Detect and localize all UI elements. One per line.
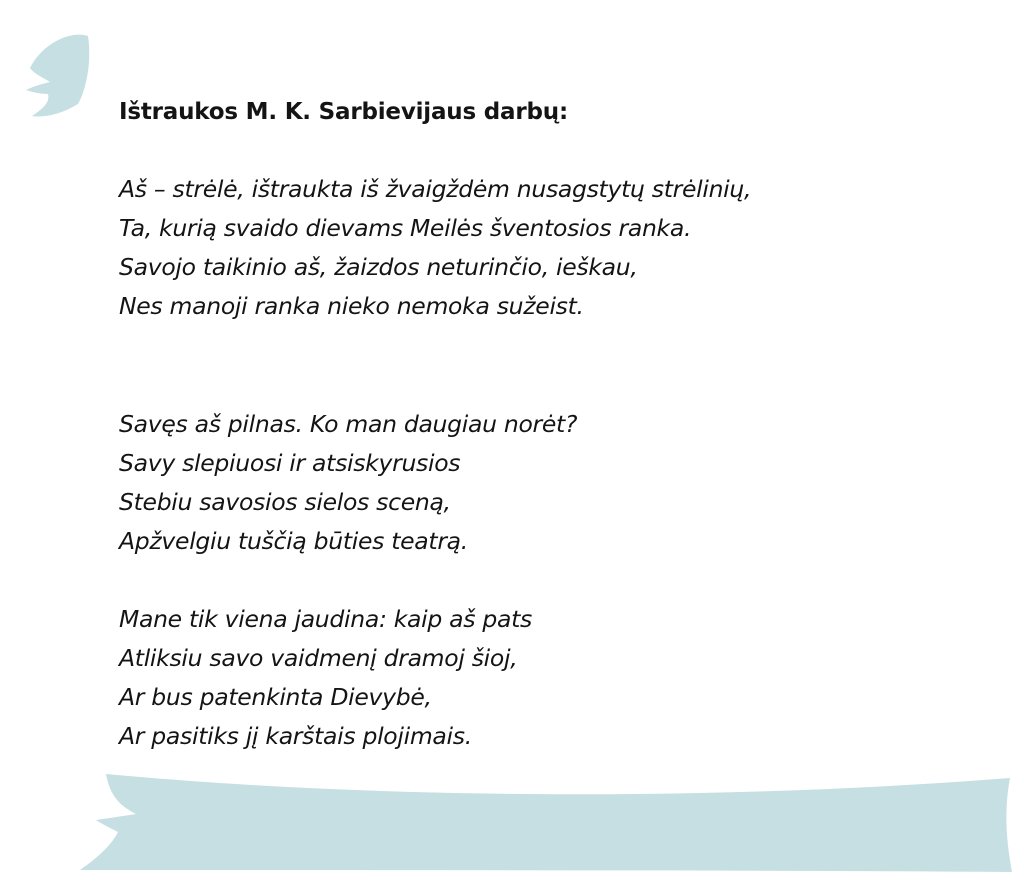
poem-stanza-2 (119, 405, 577, 561)
decorative-blob-top-left (22, 32, 94, 122)
poem-line: Stebiu savosios sielos sceną, (119, 488, 451, 516)
poem-line: Ar bus patenkinta Dievybė, (119, 683, 432, 711)
poem-line: Aš – strėlė, ištraukta iš žvaigždėm nusagstytų strėlinių, (119, 175, 752, 203)
poem-line: Savojo taikinio aš, žaizdos neturinčio, ieškau, (119, 253, 638, 281)
poem-line: Ar pasitiks jį karštais plojimais. (119, 722, 472, 750)
poem-stanza-3 (119, 600, 532, 756)
document-heading: Ištraukos M. K. Sarbievijaus darbų: (119, 99, 568, 125)
decorative-banner-bottom (78, 770, 1014, 880)
poem-line: Mane tik viena jaudina: kaip aš pats (119, 605, 532, 633)
poem-line: Savy slepiuosi ir atsiskyrusios (119, 449, 461, 477)
poem-stanza-1 (119, 170, 751, 326)
poem-line: Apžvelgiu tuščią būties teatrą. (119, 527, 468, 555)
poem-line: Nes manoji ranka nieko nemoka sužeist. (119, 292, 584, 320)
poem-line: Savęs aš pilnas. Ko man daugiau norėt? (119, 410, 578, 438)
poem-line: Atliksiu savo vaidmenį dramoj šioj, (119, 644, 518, 672)
poem-line: Ta, kurią svaido dievams Meilės šventosios ranka. (119, 214, 692, 242)
